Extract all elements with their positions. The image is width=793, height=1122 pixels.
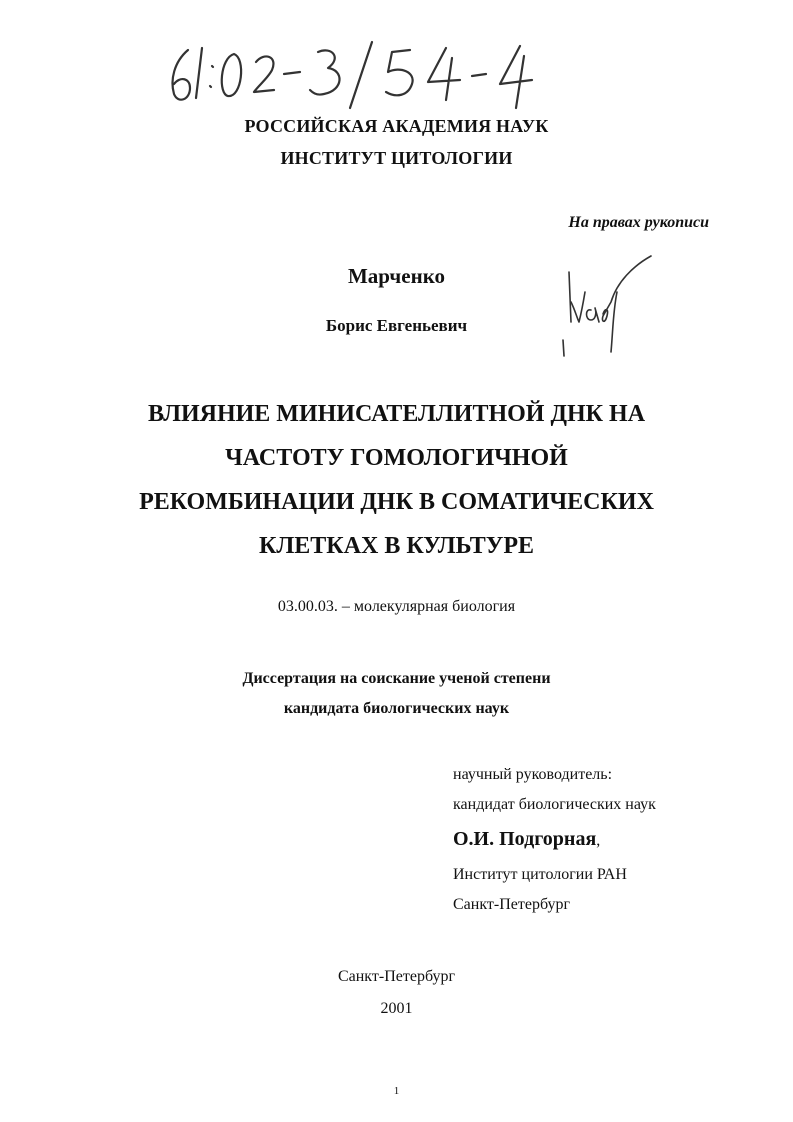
specialty-code: 03.00.03. – молекулярная биология — [277, 598, 516, 615]
organization-name: РОССИЙСКАЯ АКАДЕМИЯ НАУК — [244, 116, 549, 136]
dissertation-title — [0, 392, 793, 568]
author-signature — [555, 252, 660, 362]
title-line: ВЛИЯНИЕ МИНИСАТЕЛЛИТНОЙ ДНК НА — [147, 401, 646, 427]
title-line: ЧАСТОТУ ГОМОЛОГИЧНОЙ — [225, 445, 568, 471]
advisor-role: научный руководитель: — [453, 766, 613, 783]
degree-statement — [0, 664, 793, 724]
page-number: 1 — [393, 1085, 400, 1097]
degree-line: Диссертация на соискание ученой степени — [242, 670, 551, 687]
handwritten-catalog-number — [160, 28, 560, 118]
author-given-names: Борис Евгеньевич — [325, 316, 468, 335]
advisor-name: О.И. Подгорная — [453, 828, 597, 850]
manuscript-rights-note: На правах рукописи — [568, 214, 709, 231]
advisor-degree: кандидат биологических наук — [453, 796, 656, 813]
institute-name: ИНСТИТУТ ЦИТОЛОГИИ — [280, 148, 513, 168]
title-line: КЛЕТКАХ В КУЛЬТУРЕ — [259, 533, 534, 559]
advisor-name-suffix: , — [596, 832, 601, 849]
advisor-block — [453, 760, 656, 920]
advisor-name-line — [453, 820, 656, 860]
degree-line: кандидата биологических наук — [283, 700, 510, 717]
publication-year: 2001 — [380, 1000, 413, 1017]
advisor-city: Санкт-Петербург — [453, 896, 571, 913]
publication-city: Санкт-Петербург — [337, 968, 456, 985]
author-surname: Марченко — [347, 264, 446, 288]
advisor-affiliation: Институт цитологии РАН — [453, 866, 627, 883]
title-line: РЕКОМБИНАЦИИ ДНК В СОМАТИЧЕСКИХ — [139, 489, 654, 515]
